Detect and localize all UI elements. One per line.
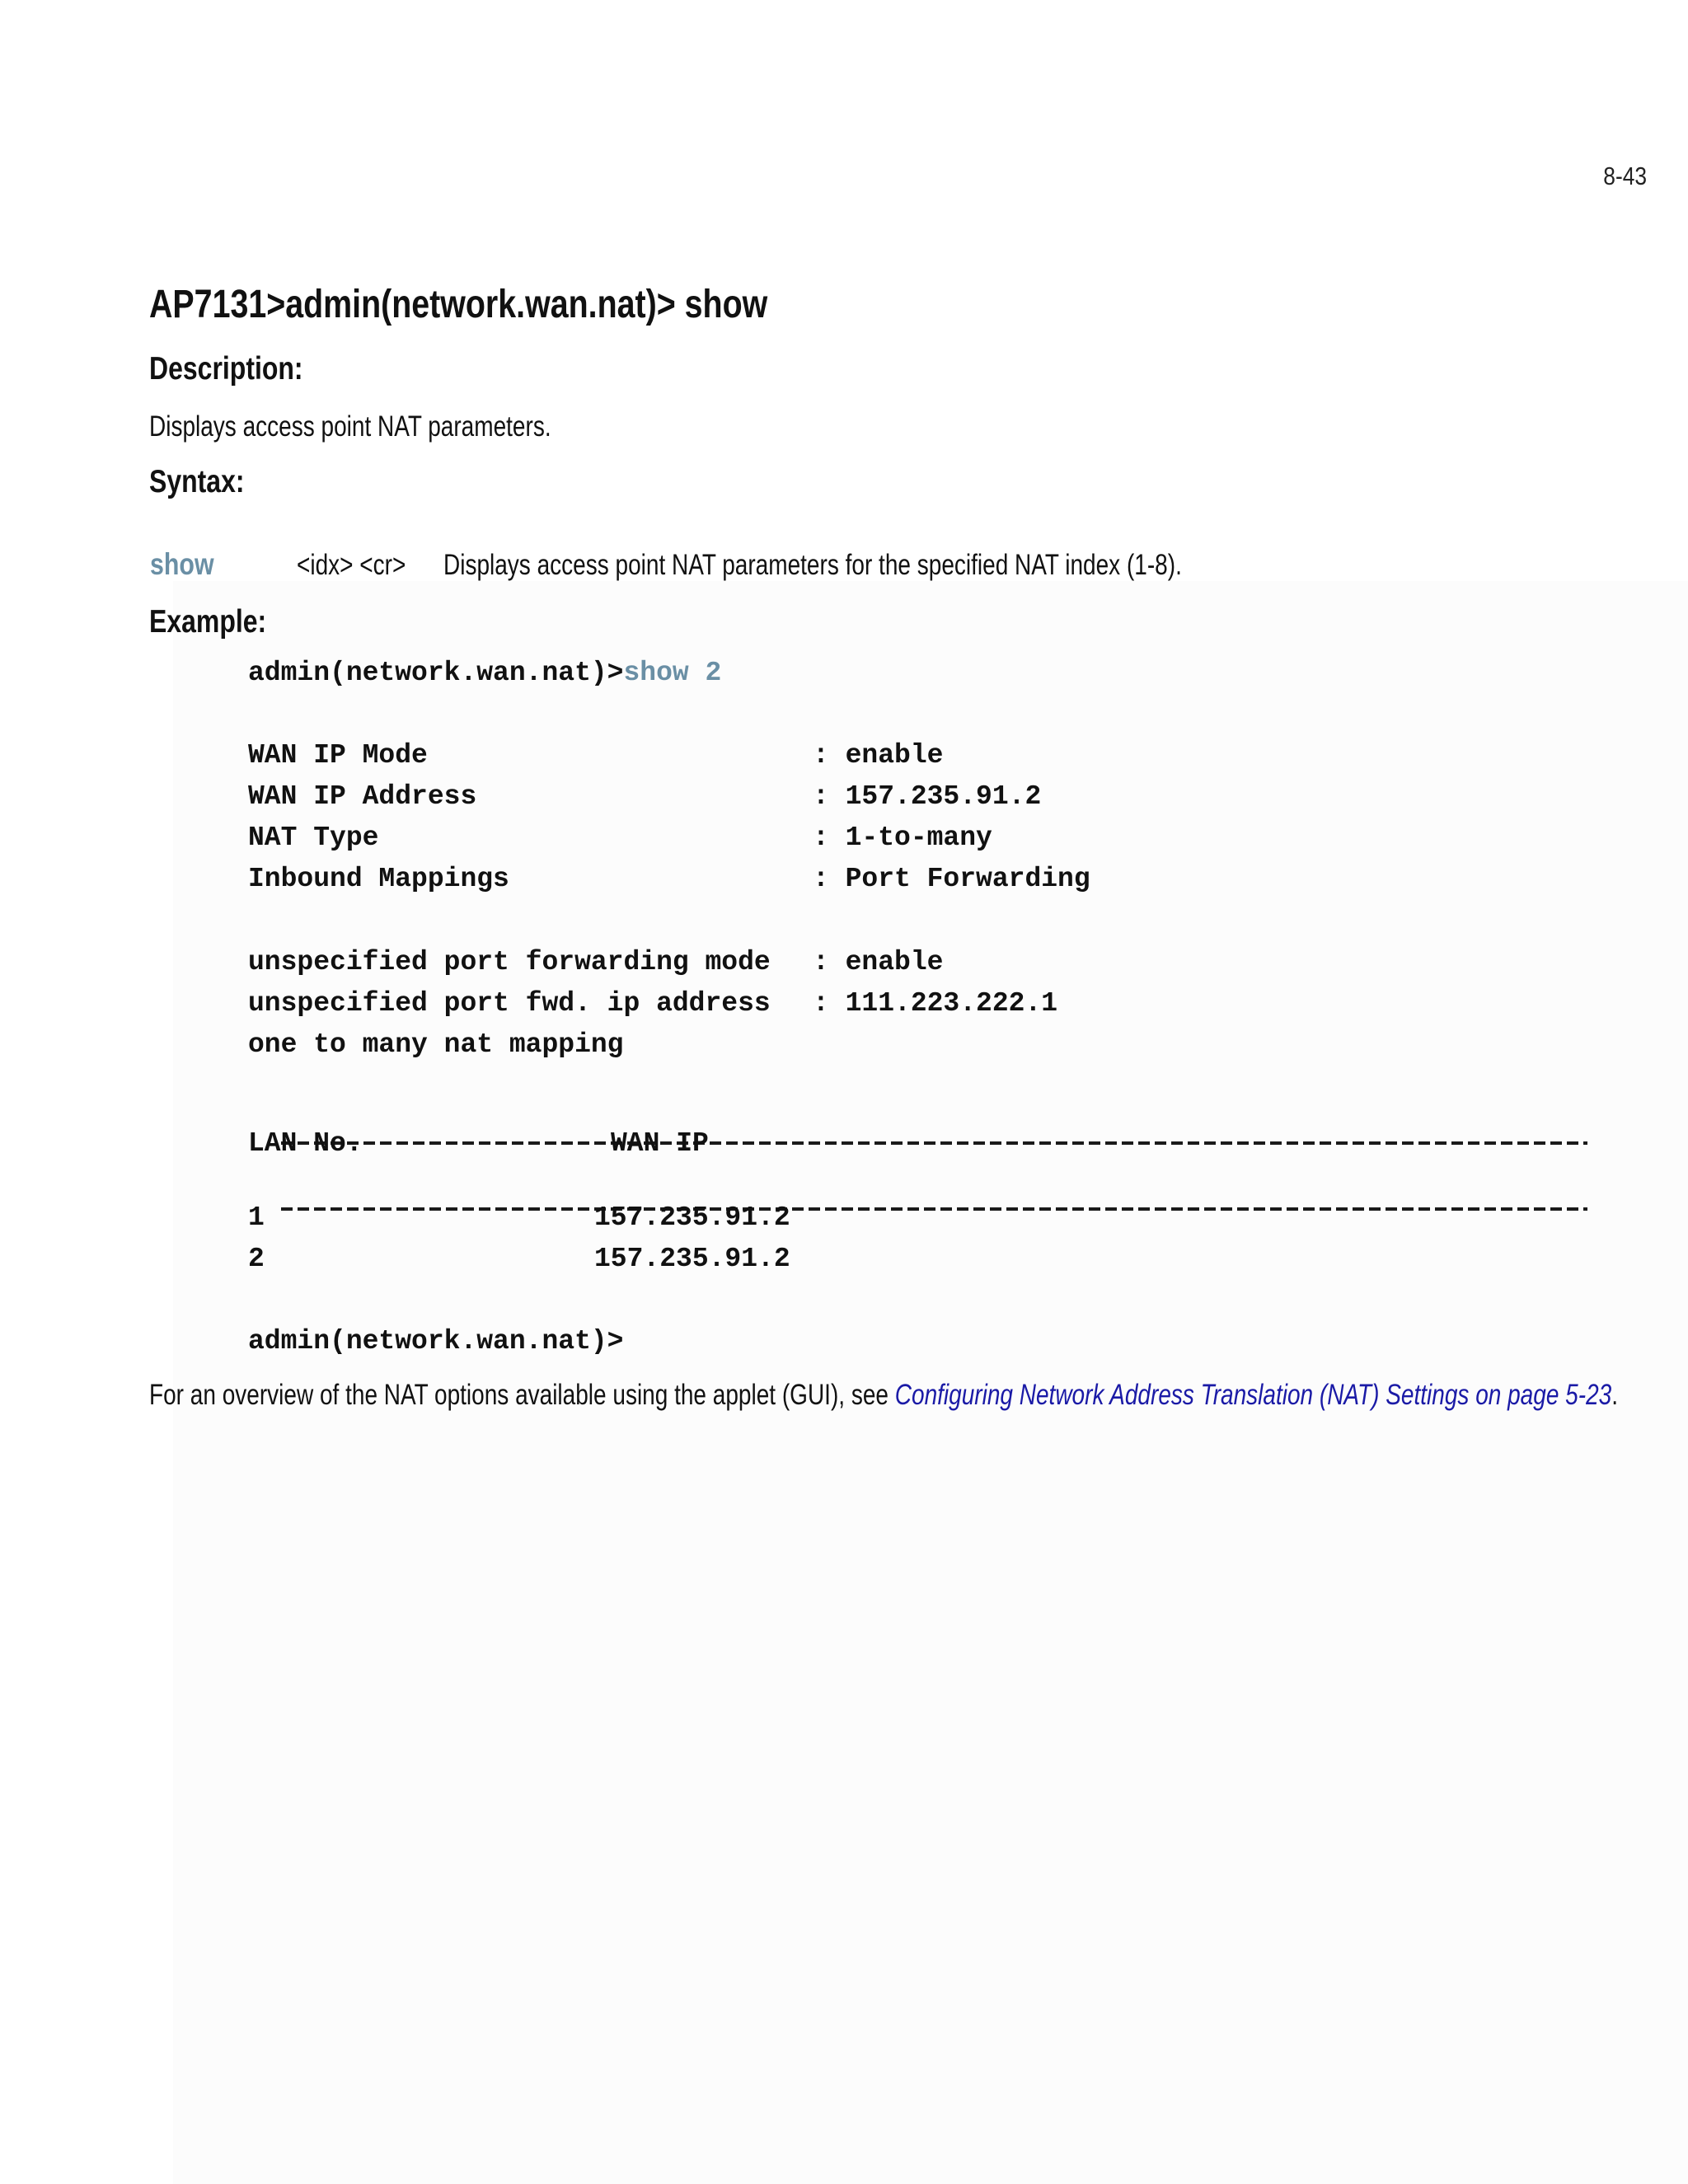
setting-value: : 1-to-many (813, 823, 992, 853)
lan-number: 2 (248, 1244, 265, 1274)
footer-end: . (1611, 1379, 1619, 1411)
column-header-lan: LAN No. (248, 1128, 363, 1159)
wan-ip: 157.235.91.2 (594, 1202, 790, 1233)
setting-key: NAT Type (248, 823, 379, 853)
cross-reference-link[interactable]: Configuring Network Address Translation (NAT) Settings on page 5-23 (894, 1379, 1612, 1411)
code-command-line (248, 658, 721, 688)
cli-command: show 2 (623, 658, 722, 688)
separator-dashes (281, 1127, 1587, 1160)
setting-value: : enable (813, 947, 944, 977)
separator-dashes (281, 1193, 1587, 1226)
setting-value: : 157.235.91.2 (813, 781, 1042, 812)
setting-value: : enable (813, 740, 944, 771)
setting-key: WAN IP Mode (248, 740, 428, 771)
syntax-params: <idx> <cr> (297, 549, 406, 581)
example-heading: Example: (149, 604, 267, 640)
footer-text: For an overview of the NAT options available using the applet (GUI), see (149, 1379, 895, 1411)
cli-end-prompt: admin(network.wan.nat)> (248, 1326, 624, 1357)
syntax-heading: Syntax: (149, 464, 245, 499)
setting-value: : Port Forwarding (813, 864, 1090, 894)
page-number: 8-43 (1603, 162, 1647, 190)
table-separator (248, 1162, 1554, 1195)
setting-row (248, 864, 1090, 955)
cli-prompt: admin(network.wan.nat)> (248, 658, 624, 688)
mapping-label: one to many nat mapping (248, 1029, 624, 1060)
setting-key: unspecified port forwarding mode (248, 947, 771, 977)
table-row (248, 1244, 790, 1335)
page-title: AP7131>admin(network.wan.nat)> show (149, 283, 768, 326)
setting-value: : 111.223.222.1 (813, 988, 1058, 1019)
setting-key: unspecified port fwd. ip address (248, 988, 771, 1019)
setting-key: Inbound Mappings (248, 864, 509, 894)
lan-number: 1 (248, 1202, 265, 1233)
table-separator (248, 1096, 1554, 1129)
syntax-keyword: show (150, 547, 214, 581)
wan-ip: 157.235.91.2 (594, 1244, 790, 1274)
column-header-wan: WAN IP (611, 1128, 709, 1159)
syntax-description: Displays access point NAT parameters for the specified NAT index (1-8). (443, 549, 1182, 581)
description-heading: Description: (149, 351, 303, 387)
setting-key: WAN IP Address (248, 781, 477, 812)
description-text: Displays access point NAT parameters. (149, 410, 551, 443)
footer-paragraph (149, 1378, 1626, 1412)
